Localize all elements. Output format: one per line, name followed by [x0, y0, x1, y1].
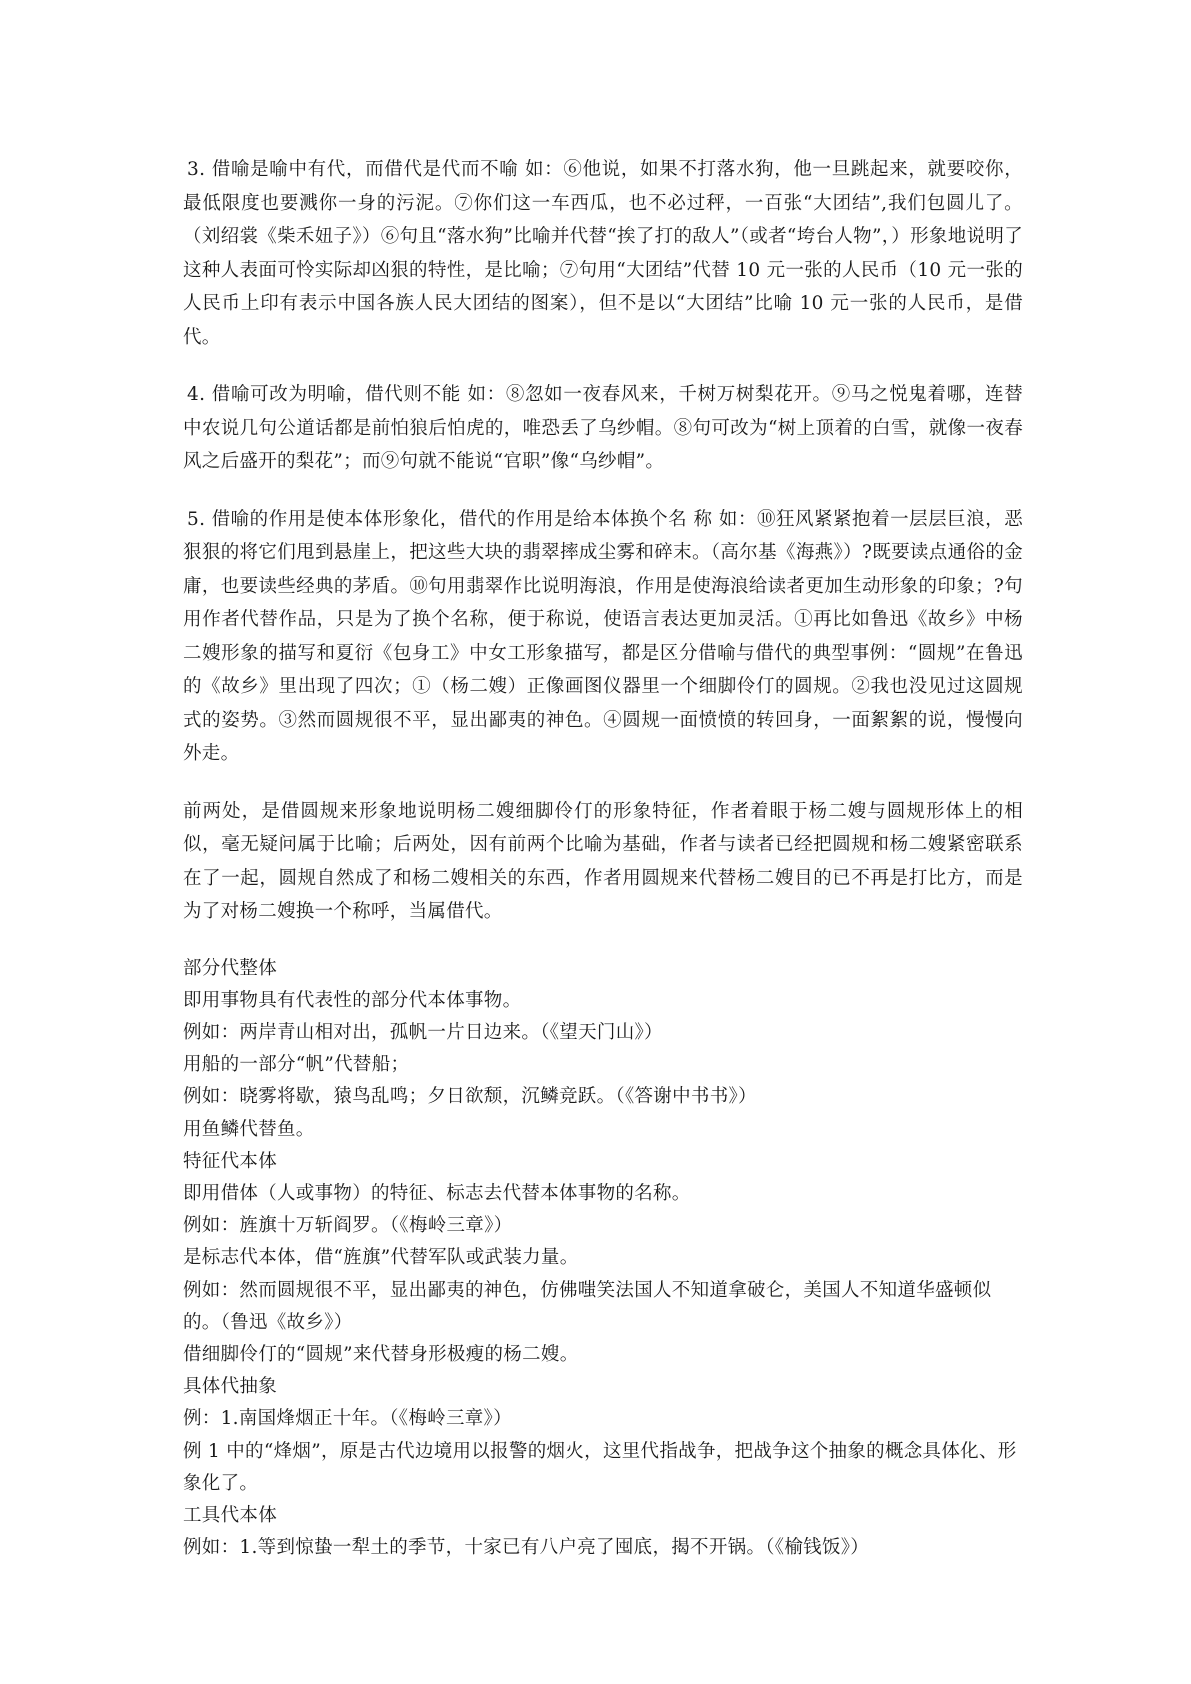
text-line: 例如：然而圆规很不平，显出鄙夷的神色，仿佛嗤笑法国人不知道拿破仑，美国人不知道华盛顿似的。（鲁迅《故乡》）: [183, 1279, 992, 1333]
paragraph-gap: [183, 354, 1023, 378]
section-heading: 特征代本体: [183, 1150, 278, 1172]
text-line: 借细脚伶仃的“圆规”来代替身形极瘦的杨二嫂。: [183, 1343, 579, 1365]
text-line: 例：1.南国烽烟正十年。（《梅岭三章》）: [183, 1408, 512, 1430]
paragraph-4: 4. 借喻可改为明喻，借代则不能 如：⑧忽如一夜春风来，千树万树梨花开。⑨马之悦鬼着哪，连替中农说几句公道话都是前怕狼后怕虎的，唯恐丢了乌纱帽。⑧句可改为“树上顶着的白雪，就像一夜春风之后盛开的梨花”；而⑨句就不能说“官职”像“乌纱帽”。: [183, 384, 1023, 472]
text-line: 是标志代本体，借“旌旗”代替军队或武装力量。: [183, 1247, 579, 1269]
text-line: 例如：晓雾将歇，猿鸟乱鸣；夕日欲颓，沉鳞竞跃。（《答谢中书书》）: [183, 1086, 757, 1108]
document-body: [183, 153, 1023, 1564]
line-list: [183, 953, 1023, 1565]
text-line: 即用借体（人或事物）的特征、标志去代替本体事物的名称。: [183, 1182, 691, 1204]
paragraph-gap: [183, 929, 1023, 953]
text-line: 例如：旌旗十万斩阎罗。（《梅岭三章》）: [183, 1215, 513, 1237]
paragraph-summary: 前两处，是借圆规来形象地说明杨二嫂细脚伶仃的形象特征，作者着眼于杨二嫂与圆规形体上的相似，毫无疑问属于比喻；后两处，因有前两个比喻为基础，作者与读者已经把圆规和杨二嫂紧密联系在了一起，圆规自然成了和杨二嫂相关的东西，作者用圆规来代替杨二嫂目的已不再是打比方，而是为了对杨二嫂换一个称呼，当属借代。: [183, 800, 1023, 922]
text-line: 例如：两岸青山相对出，孤帆一片日边来。（《望天门山》）: [183, 1021, 663, 1043]
section-heading: 部分代整体: [183, 957, 278, 979]
text-line: 例 1 中的“烽烟”，原是古代边境用以报警的烟火，这里代指战争，把战争这个抽象的概念具体化、形象化了。: [183, 1440, 1017, 1494]
text-line: 用船的一部分“帆”代替船；: [183, 1054, 410, 1076]
section-heading: 工具代本体: [183, 1504, 278, 1526]
paragraph-gap: [183, 771, 1023, 795]
text-line: 即用事物具有代表性的部分代本体事物。: [183, 989, 522, 1011]
section-heading: 具体代抽象: [183, 1376, 278, 1398]
text-line: 用鱼鳞代替鱼。: [183, 1118, 315, 1140]
paragraph-gap: [183, 479, 1023, 503]
paragraph-5: 5. 借喻的作用是使本体形象化，借代的作用是给本体换个名 称 如：⑩狂风紧紧抱着一层层巨浪，恶狠狠的将它们甩到悬崖上，把这些大块的翡翠摔成尘雾和碎末。（高尔基《海燕》）?既要读点通俗的金庸，也要读些经典的茅盾。⑩句用翡翠作比说明海浪，作用是使海浪给读者更加生动形象的印象；?句用作者代替作品，只是为了换个名称，便于称说，使语言表达更加灵活。①再比如鲁迅《故乡》中杨二嫂形象的描写和夏衍《包身工》中女工形象描写，都是区分借喻与借代的典型事例：“圆规”在鲁迅的《故乡》里出现了四次；①（杨二嫂）正像画图仪器里一个细脚伶仃的圆规。②我也没见过这圆规式的姿势。③然而圆规很不平，显出鄙夷的神色。④圆规一面愤愤的转回身，一面絮絮的说，慢慢向外走。: [183, 508, 1023, 764]
paragraph-3: 3. 借喻是喻中有代，而借代是代而不喻 如：⑥他说，如果不打落水狗，他一旦跳起来，就要咬你，最低限度也要溅你一身的污泥。⑦你们这一车西瓜，也不必过秤，一百张“大团结”,我们包圆儿了。（刘绍裳《柴禾妞子》）⑥句且“落水狗”比喻并代替“挨了打的敌人”（或者“垮台人物”，）形象地说明了这种人表面可怜实际却凶狠的特性，是比喻；⑦句用“大团结”代替 10 元一张的人民币（10 元一张的人民币上印有表示中国各族人民大团结的图案），但不是以“大团结”比喻 10 元一张的人民币，是借代。: [183, 159, 1023, 348]
text-line: 例如：1.等到惊蛰一犁土的季节，十家已有八户亮了囤底，揭不开锅。（《榆钱饭》）: [183, 1537, 870, 1559]
